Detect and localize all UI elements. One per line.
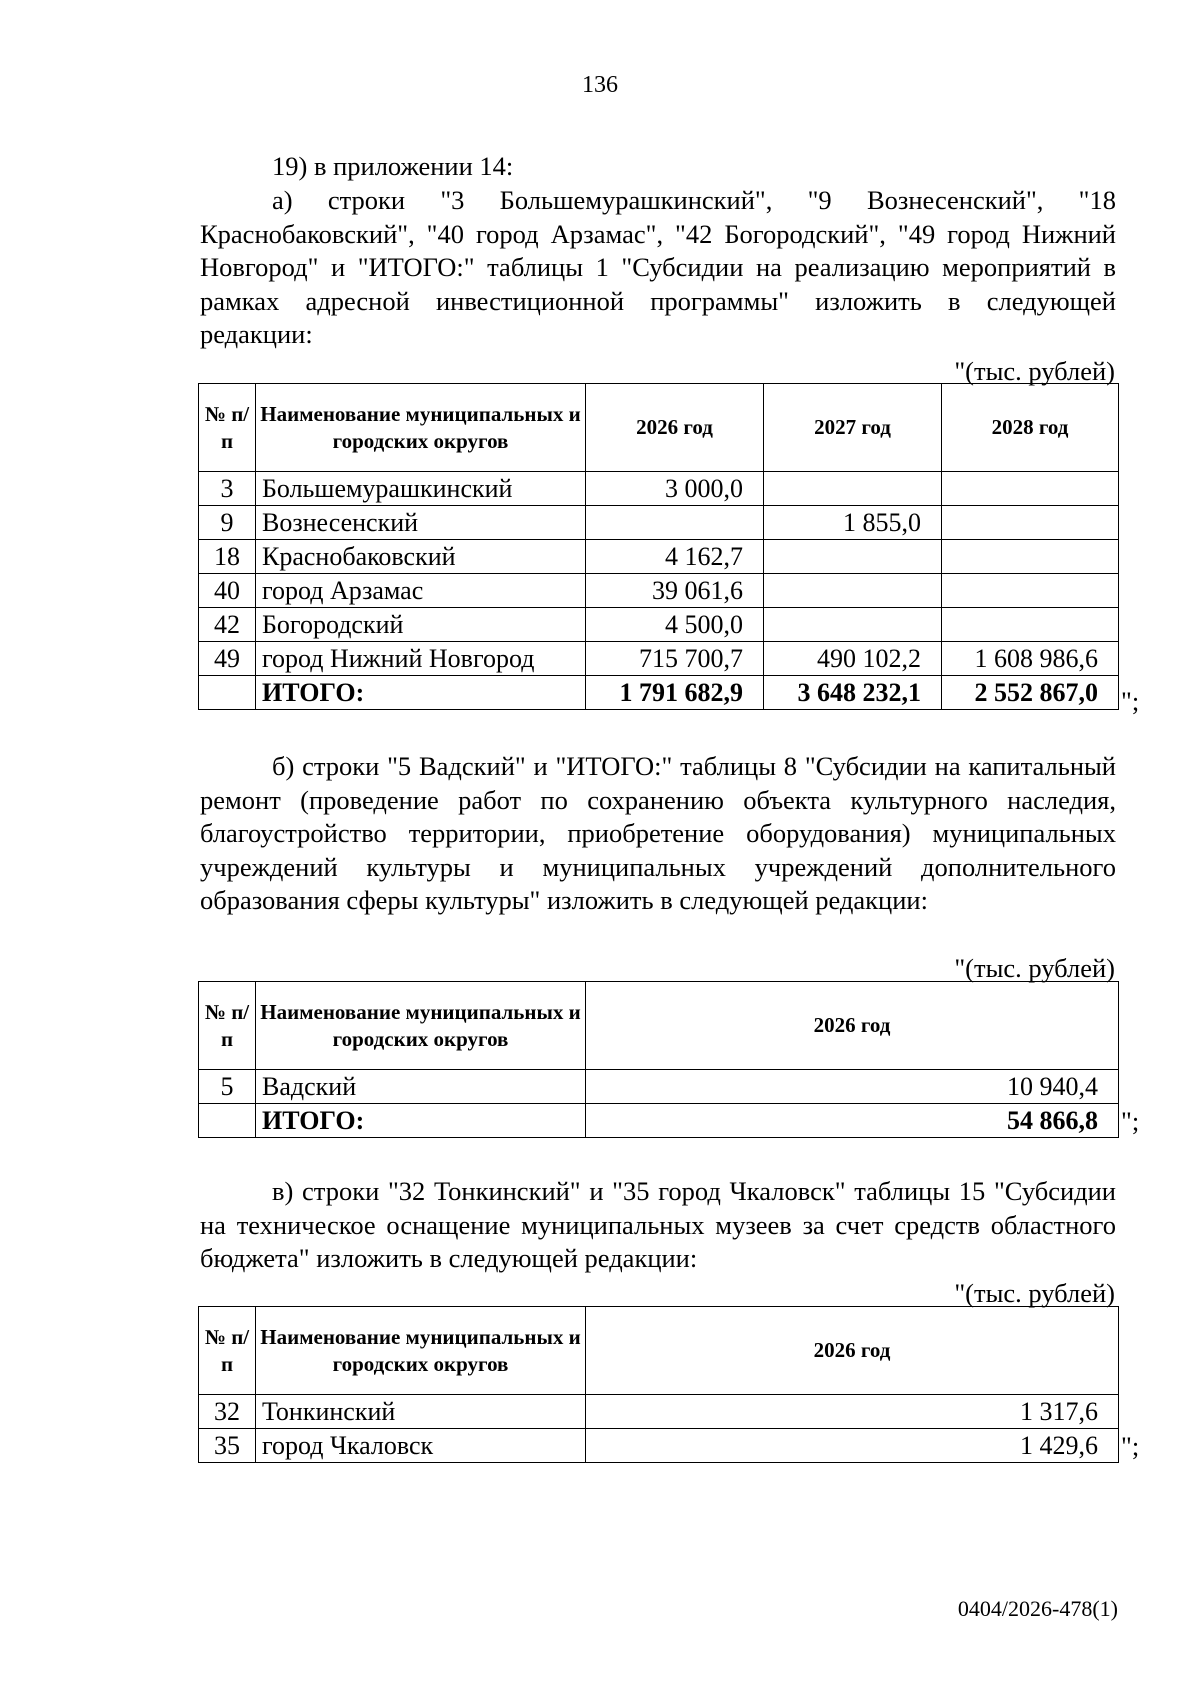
- total-empty-cell: [199, 1104, 256, 1138]
- table-part-c: [198, 1306, 1119, 1463]
- row-2027: [764, 472, 942, 506]
- row-2026: [586, 506, 764, 540]
- row-2028: 1 608 986,6: [942, 642, 1119, 676]
- header-2027: 2027 год: [764, 384, 942, 472]
- row-2027: [764, 608, 942, 642]
- row-2026: 39 061,6: [586, 574, 764, 608]
- row-2026: 4 162,7: [586, 540, 764, 574]
- total-empty-cell: [199, 676, 256, 710]
- table-row: [199, 1395, 1119, 1429]
- row-name: город Чкаловск: [256, 1429, 586, 1463]
- part-c-closing-quote: ";: [1121, 1431, 1140, 1461]
- row-2026: 1 317,6: [586, 1395, 1119, 1429]
- row-number: 5: [199, 1070, 256, 1104]
- header-number: № п/п: [199, 384, 256, 472]
- row-2028: [942, 574, 1119, 608]
- document-code: 0404/2026-478(1): [957, 1596, 1118, 1621]
- header-number: № п/п: [199, 982, 256, 1070]
- total-2027: 3 648 232,1: [764, 676, 942, 710]
- table-row: [199, 472, 1119, 506]
- table-row: [199, 1070, 1119, 1104]
- table-row: [199, 506, 1119, 540]
- part-b-units: "(тыс. рублей): [954, 953, 1115, 983]
- row-2027: [764, 574, 942, 608]
- table-row: [199, 574, 1119, 608]
- part-a-units: "(тыс. рублей): [954, 356, 1115, 386]
- row-name: Тонкинский: [256, 1395, 586, 1429]
- row-2028: [942, 506, 1119, 540]
- table-row: [199, 608, 1119, 642]
- row-2027: [764, 540, 942, 574]
- row-2026: 715 700,7: [586, 642, 764, 676]
- row-number: 3: [199, 472, 256, 506]
- total-row: [199, 1104, 1119, 1138]
- total-2028: 2 552 867,0: [942, 676, 1119, 710]
- row-number: 40: [199, 574, 256, 608]
- row-number: 49: [199, 642, 256, 676]
- part-b-closing-quote: ";: [1121, 1106, 1140, 1136]
- table-row: [199, 540, 1119, 574]
- total-label: ИТОГО:: [256, 676, 586, 710]
- header-name: Наименование муниципальных и городских округов: [256, 384, 586, 472]
- part-c-units: "(тыс. рублей): [954, 1278, 1115, 1308]
- total-row: [199, 676, 1119, 710]
- row-2026: 10 940,4: [586, 1070, 1119, 1104]
- row-name: Краснобаковский: [256, 540, 586, 574]
- header-number: № п/п: [199, 1307, 256, 1395]
- header-name: Наименование муниципальных и городских округов: [256, 1307, 586, 1395]
- part-b-text: б) строки "5 Вадский" и "ИТОГО:" таблицы 8 "Субсидии на капитальный ремонт (проведение работ по сохранению объекта культурного наследия, благоустройство территории, приобретение оборудования) муниципальных учреждений культуры и муниципальных учреждений дополнительного образования сферы культуры" изложить в следующей редакции:: [200, 751, 1116, 915]
- header-2026: 2026 год: [586, 982, 1119, 1070]
- total-2026: 1 791 682,9: [586, 676, 764, 710]
- row-name: город Нижний Новгород: [256, 642, 586, 676]
- table-part-a: [198, 383, 1119, 710]
- row-name: Вознесенский: [256, 506, 586, 540]
- table-row: [199, 642, 1119, 676]
- row-number: 32: [199, 1395, 256, 1429]
- header-2026: 2026 год: [586, 384, 764, 472]
- table-row: [199, 1429, 1119, 1463]
- row-name: Большемурашкинский: [256, 472, 586, 506]
- row-name: Вадский: [256, 1070, 586, 1104]
- part-c-text: в) строки "32 Тонкинский" и "35 город Чкаловск" таблицы 15 "Субсидии на техническое оснащение муниципальных музеев за счет средств областного бюджета" изложить в следующей редакции:: [200, 1176, 1116, 1273]
- section-heading: 19) в приложении 14:: [272, 151, 514, 181]
- row-2027: 1 855,0: [764, 506, 942, 540]
- header-name: Наименование муниципальных и городских округов: [256, 982, 586, 1070]
- row-2026: 4 500,0: [586, 608, 764, 642]
- table-part-b: [198, 981, 1119, 1138]
- row-2026: 1 429,6: [586, 1429, 1119, 1463]
- part-a-text: а) строки "3 Большемурашкинский", "9 Вознесенский", "18 Краснобаковский", "40 город Арзамас", "42 Богородский", "49 город Нижний Новгород" и "ИТОГО:" таблицы 1 "Субсидии на реализацию мероприятий в рамках адресной инвестиционной программы" изложить в следующей редакции:: [200, 185, 1116, 349]
- row-number: 18: [199, 540, 256, 574]
- row-2027: 490 102,2: [764, 642, 942, 676]
- row-2026: 3 000,0: [586, 472, 764, 506]
- row-name: город Арзамас: [256, 574, 586, 608]
- total-2026: 54 866,8: [586, 1104, 1119, 1138]
- row-number: 9: [199, 506, 256, 540]
- row-2028: [942, 472, 1119, 506]
- page-number: 136: [582, 72, 618, 98]
- row-2028: [942, 540, 1119, 574]
- header-2026: 2026 год: [586, 1307, 1119, 1395]
- header-2028: 2028 год: [942, 384, 1119, 472]
- row-number: 42: [199, 608, 256, 642]
- row-2028: [942, 608, 1119, 642]
- row-name: Богородский: [256, 608, 586, 642]
- total-label: ИТОГО:: [256, 1104, 586, 1138]
- part-a-closing-quote: ";: [1121, 686, 1140, 716]
- row-number: 35: [199, 1429, 256, 1463]
